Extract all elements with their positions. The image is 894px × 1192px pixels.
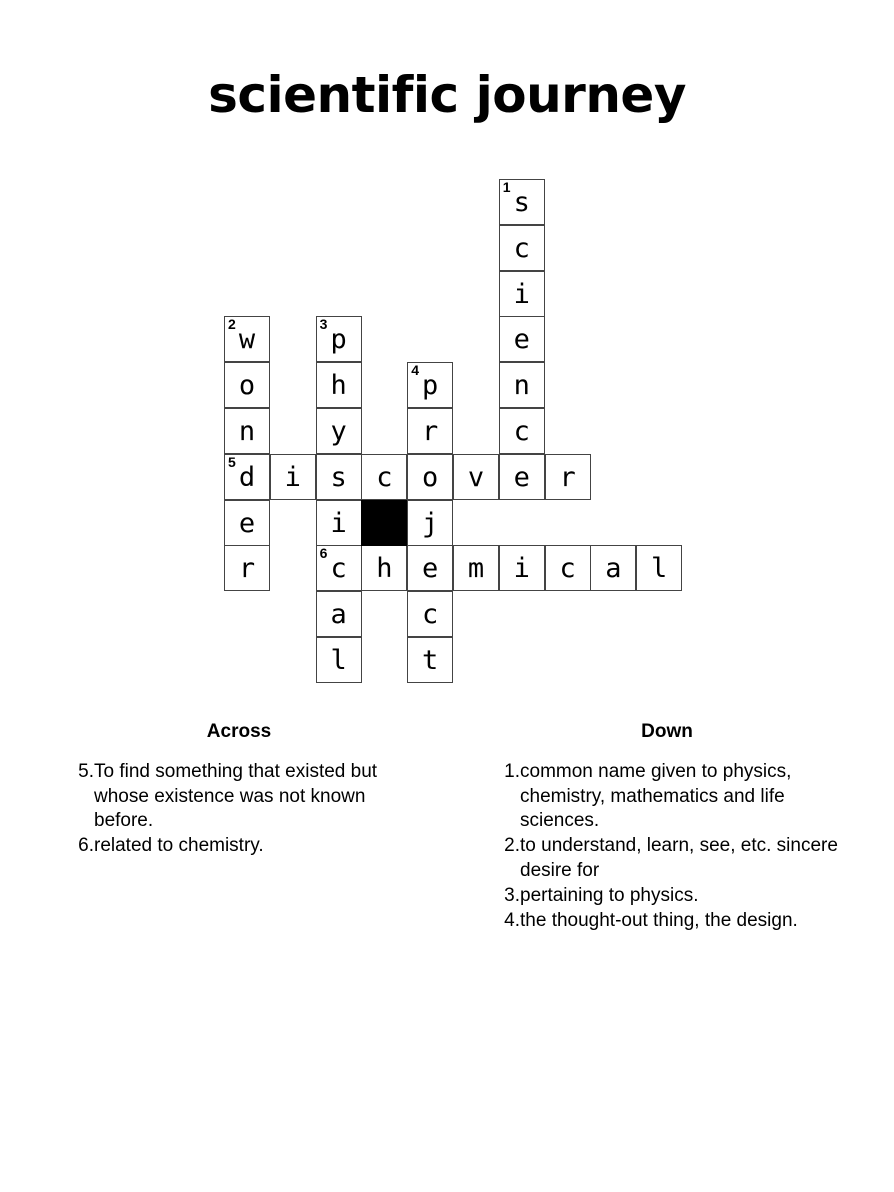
clue-number: 4. [504, 909, 520, 931]
down-clue [490, 884, 850, 909]
clue-number-label: 6 [319, 545, 328, 562]
down-heading: Down [641, 721, 693, 742]
grid-cell[interactable] [545, 454, 591, 500]
clue-text: the thought-out thing, the design. [520, 909, 798, 931]
cell-letter: t [422, 645, 439, 676]
cell-letter: s [330, 461, 347, 493]
cell-letter: y [330, 416, 347, 447]
grid-cell[interactable] [224, 316, 270, 362]
clue-number-label: 5 [228, 453, 236, 470]
grid-cell[interactable] [224, 362, 270, 408]
grid-cell[interactable] [407, 408, 453, 454]
cell-letter: c [513, 232, 530, 264]
cell-letter: c [422, 599, 439, 631]
cell-letter: r [238, 553, 256, 585]
grid-cell[interactable] [499, 316, 545, 362]
grid-cell[interactable] [407, 362, 453, 408]
cell-letter: j [422, 507, 439, 539]
grid-cell[interactable] [270, 454, 316, 500]
cell-letter: l [330, 645, 347, 676]
down-clue [490, 834, 850, 883]
cell-letter: d [238, 461, 256, 493]
across-heading: Across [206, 721, 272, 742]
grid-cell[interactable] [499, 271, 545, 317]
clue-text: common name given to physics, chemistry, mathematics and life sciences. [520, 761, 792, 831]
grid-cell[interactable] [499, 545, 545, 591]
cell-letter: e [513, 461, 530, 493]
clue-text: To find something that existed but whose existence was not known before. [94, 761, 378, 831]
grid-cell[interactable] [545, 545, 591, 591]
grid-cell[interactable] [499, 179, 545, 225]
cell-letter: c [559, 553, 576, 585]
grid-cell[interactable] [316, 408, 362, 454]
grid-cell[interactable] [361, 454, 407, 500]
cell-letter: e [513, 324, 530, 356]
cell-letter: r [422, 416, 439, 447]
clue-number: 2. [504, 835, 520, 856]
clue-number: 3. [504, 884, 520, 906]
grid-cell[interactable] [316, 591, 362, 637]
cell-letter: a [605, 553, 622, 585]
grid-cell[interactable] [407, 454, 453, 500]
grid-cell[interactable] [361, 545, 407, 591]
cell-letter: m [467, 553, 485, 585]
clue-text: related to chemistry. [94, 835, 264, 856]
cell-letter: p [422, 370, 439, 402]
grid-cell[interactable] [316, 500, 362, 546]
clue-number: 6. [78, 835, 94, 856]
grid-cell[interactable] [499, 225, 545, 271]
grid-cell[interactable] [407, 545, 453, 591]
cell-letter: i [513, 278, 530, 310]
grid-cell[interactable] [224, 545, 270, 591]
grid-cell[interactable] [224, 500, 270, 546]
cell-letter: h [376, 553, 393, 585]
down-clue [490, 909, 850, 934]
grid-cell[interactable] [499, 454, 545, 500]
cell-letter: n [238, 416, 256, 447]
cell-letter: s [513, 187, 530, 218]
grid-cell[interactable] [316, 362, 362, 408]
cell-letter: h [330, 370, 347, 402]
clue-number: 5. [78, 761, 94, 782]
cell-letter: o [238, 370, 256, 402]
down-clue [490, 760, 850, 834]
cell-letter: v [467, 461, 485, 493]
block-cell [361, 500, 407, 546]
grid-cell[interactable] [407, 500, 453, 546]
clue-number-label: 2 [228, 316, 236, 333]
grid-cell[interactable] [316, 454, 362, 500]
across-clue-list [64, 760, 414, 859]
clue-number-label: 1 [502, 179, 511, 195]
clue-number: 1. [504, 761, 520, 782]
down-clues-section [490, 720, 850, 934]
grid-cell[interactable] [316, 545, 362, 591]
grid-cell[interactable] [499, 408, 545, 454]
crossword-grid [224, 179, 682, 683]
clue-number-label: 3 [319, 316, 328, 333]
cell-letter: c [330, 553, 347, 585]
cell-letter: r [559, 461, 576, 493]
grid-cell[interactable] [499, 362, 545, 408]
cell-letter: w [238, 324, 256, 356]
puzzle-title: scientific journey [208, 66, 686, 124]
grid-cell[interactable] [407, 637, 453, 683]
cell-letter: c [376, 461, 393, 493]
clue-number-label: 4 [411, 362, 419, 379]
cell-letter: c [513, 416, 530, 447]
across-clues-section [64, 720, 414, 859]
grid-cell[interactable] [316, 316, 362, 362]
grid-cell[interactable] [224, 454, 270, 500]
cell-letter: i [330, 507, 347, 539]
grid-cell[interactable] [590, 545, 636, 591]
cell-letter: p [330, 324, 347, 356]
grid-cell[interactable] [224, 408, 270, 454]
grid-cell[interactable] [453, 545, 499, 591]
clue-text: to understand, learn, see, etc. sincere desire for [520, 835, 838, 881]
cell-letter: a [330, 599, 347, 631]
down-clue-list [490, 760, 850, 933]
cell-letter: i [513, 553, 530, 585]
across-clue [64, 834, 414, 859]
grid-cell[interactable] [316, 637, 362, 683]
grid-cell[interactable] [636, 545, 682, 591]
cell-letter: e [238, 507, 256, 539]
cell-letter: n [513, 370, 530, 402]
grid-cell[interactable] [453, 454, 499, 500]
cell-letter: e [422, 553, 439, 585]
grid-cell[interactable] [407, 591, 453, 637]
cell-letter: i [284, 461, 301, 493]
cell-letter: l [651, 553, 668, 585]
cell-letter: o [422, 461, 439, 493]
clue-text: pertaining to physics. [520, 884, 699, 906]
across-clue [64, 760, 414, 834]
